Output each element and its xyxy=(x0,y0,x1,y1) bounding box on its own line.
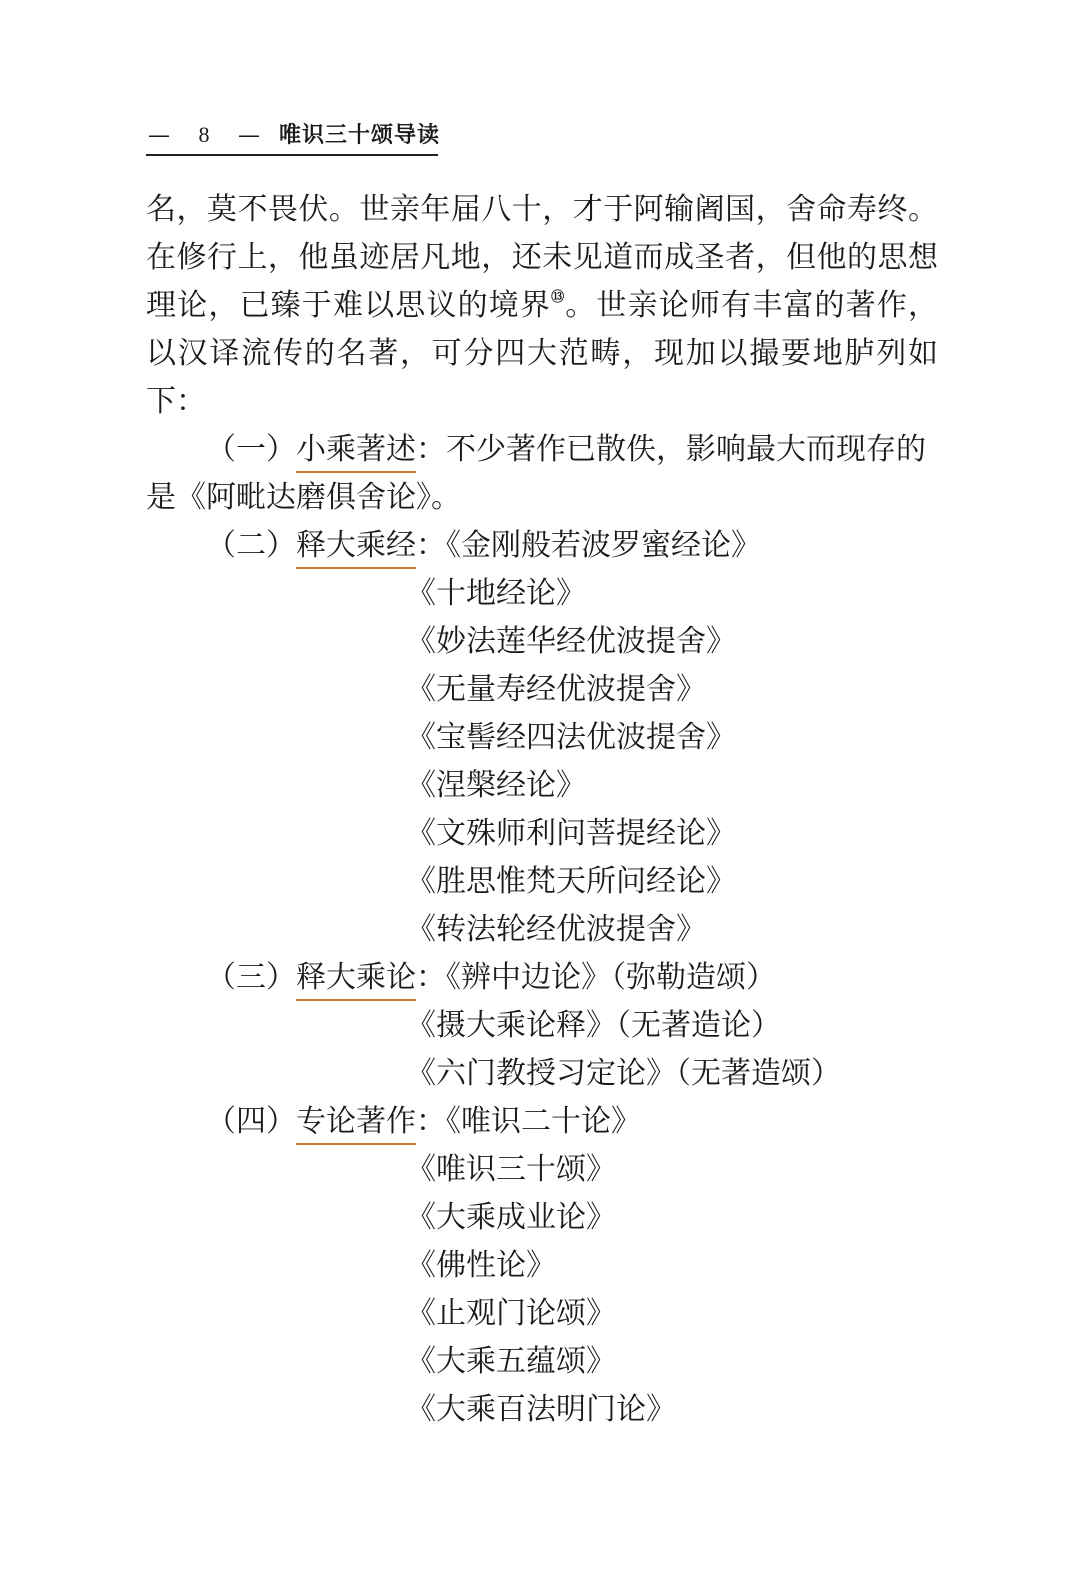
paragraph-line-2: 在修行上，他虽迹居凡地，还未见道而成圣者，但他的思想 xyxy=(146,240,938,275)
section-4-item-4: 《佛性论》 xyxy=(406,1248,556,1283)
section-3-item-2: 《摄大乘论释》（无著造论） xyxy=(406,1008,781,1043)
running-header xyxy=(146,118,441,156)
section-1-continuation: 是《阿毗达磨俱舍论》。 xyxy=(146,480,461,515)
section-4-item-7: 《大乘百法明门论》 xyxy=(406,1392,676,1427)
section-2-item-8: 《胜思惟梵天所问经论》 xyxy=(406,864,736,899)
section-3-item-1: ：《辨中边论》（弥勒造颂） xyxy=(416,960,776,995)
header-dash-left: — xyxy=(148,123,170,148)
footnote-marker: ⑬ xyxy=(551,290,566,305)
section-3-line xyxy=(206,954,776,1002)
page-number: 8 xyxy=(198,122,210,147)
section-3-number: （三） xyxy=(206,960,296,995)
section-2-line xyxy=(206,522,761,570)
section-1-line xyxy=(206,426,938,474)
section-1-text: ：不少著作已散佚，影响最大而现存的 xyxy=(416,432,926,467)
section-3-label: 释大乘论 xyxy=(296,960,416,995)
section-1-number: （一） xyxy=(206,432,296,467)
section-2-item-3: 《妙法莲华经优波提舍》 xyxy=(406,624,736,659)
section-2-item-5: 《宝髻经四法优波提舍》 xyxy=(406,720,736,755)
paragraph-line-3 xyxy=(146,282,938,330)
paragraph-line-5: 下： xyxy=(146,384,206,419)
section-4-item-5: 《止观门论颂》 xyxy=(406,1296,616,1331)
paragraph-line-1: 名，莫不畏伏。世亲年届八十，才于阿输阇国，舍命寿终。 xyxy=(146,192,938,227)
section-2-item-1: ：《金刚般若波罗蜜经论》 xyxy=(416,528,761,563)
section-3-item-3: 《六门教授习定论》（无著造颂） xyxy=(406,1056,841,1091)
paragraph-line-4: 以汉译流传的名著，可分四大范畴，现加以撮要地胪列如 xyxy=(146,336,938,371)
section-4-label: 专论著作 xyxy=(296,1104,416,1139)
section-2-item-4: 《无量寿经优波提舍》 xyxy=(406,672,706,707)
book-title: 唯识三十颂导读 xyxy=(279,122,441,148)
section-4-line xyxy=(206,1098,641,1146)
section-2-label: 释大乘经 xyxy=(296,528,416,563)
section-2-number: （二） xyxy=(206,528,296,563)
section-4-number: （四） xyxy=(206,1104,296,1139)
paragraph-line-3b: 。世亲论师有丰富的著作， xyxy=(565,288,939,323)
section-4-item-6: 《大乘五蕴颂》 xyxy=(406,1344,616,1379)
section-2-item-2: 《十地经论》 xyxy=(406,576,586,611)
section-2-item-6: 《涅槃经论》 xyxy=(406,768,586,803)
section-1-label: 小乘著述 xyxy=(296,432,416,467)
section-4-item-1: ：《唯识二十论》 xyxy=(416,1104,641,1139)
section-4-item-2: 《唯识三十颂》 xyxy=(406,1152,616,1187)
header-dash-right: — xyxy=(238,123,260,148)
paragraph-line-3a: 理论，已臻于难以思议的境界 xyxy=(146,288,552,323)
section-2-item-9: 《转法轮经优波提舍》 xyxy=(406,912,706,947)
section-4-item-3: 《大乘成业论》 xyxy=(406,1200,616,1235)
section-2-item-7: 《文殊师利问菩提经论》 xyxy=(406,816,736,851)
